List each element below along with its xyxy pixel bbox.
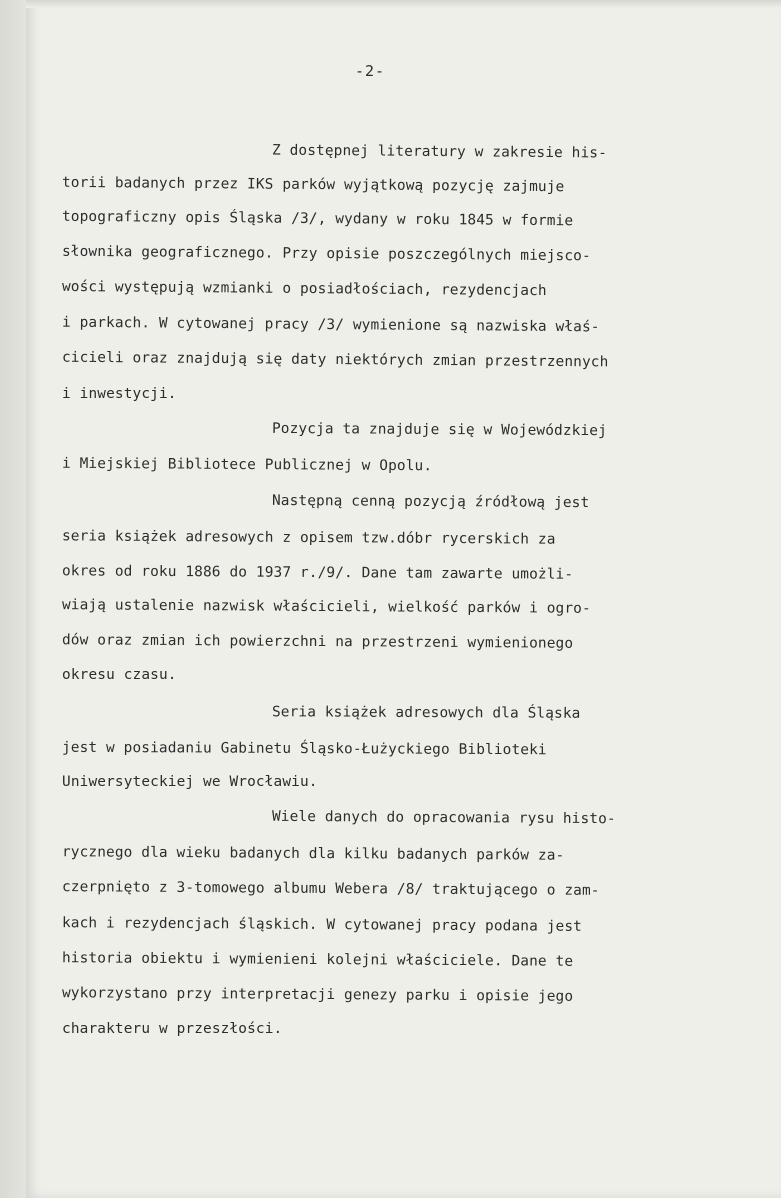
text-line: seria książek adresowych z opisem tzw.dóbr rycerskich za — [61, 528, 556, 548]
text-line: wykorzystano przy interpretacji genezy parku i opisie jego — [61, 985, 574, 1005]
text-line: jest w posiadaniu Gabinetu Śląsko-Łużyckiego Biblioteki — [61, 739, 547, 759]
text-line: charakteru w przeszłości. — [62, 1021, 283, 1037]
text-line: Z dostępnej literatury w zakresie his- — [271, 142, 608, 162]
text-line: słownika geograficznego. Przy opisie poszczególnych miejsco- — [61, 243, 591, 265]
text-line: topograficzny opis Śląska /3/, wydany w roku 1845 w formie — [61, 208, 574, 230]
text-line: i Miejskiej Bibliotece Publicznej w Opolu. — [61, 455, 433, 475]
text-line: czerpnięto z 3-tomowego albumu Webera /8/ traktującego o zam- — [61, 879, 600, 899]
text-line: rycznego dla wieku badanych dla kilku badanych parków za- — [61, 844, 565, 864]
text-line: torii badanych przez IKS parków wyjątkową pozycję zajmuje — [61, 174, 565, 196]
text-line: Następną cenną pozycją źródłową jest — [271, 492, 590, 512]
page-number: -2- — [355, 62, 386, 80]
text-line: wości występują wzmianki o posiadłościach, rezydencjach — [61, 278, 547, 300]
text-line: i inwestycji. — [62, 386, 177, 402]
text-line: kach i rezydencjach śląskich. W cytowanej pracy podana jest — [61, 915, 583, 935]
text-line: historia obiektu i wymienieni kolejni właściciele. Dane te — [61, 950, 574, 970]
text-line: Seria książek adresowych dla Śląska — [271, 704, 581, 722]
text-line: Uniwersyteckiej we Wrocławiu. — [62, 774, 318, 790]
text-line: wiają ustalenie nazwisk właścicieli, wielkość parków i ogro- — [61, 597, 591, 617]
page-top-edge — [26, 0, 781, 8]
text-line: okresu czasu. — [62, 667, 177, 683]
text-line: Wiele danych do opracowania rysu histo- — [271, 808, 616, 828]
text-line: Pozycja ta znajduje się w Wojewódzkiej — [271, 420, 607, 440]
text-line: cicieli oraz znajdują się daty niektórych zmian przestrzennych — [61, 349, 609, 371]
text-line: i parkach. W cytowanej pracy /3/ wymienione są nazwiska właś- — [61, 314, 600, 336]
page-binding-edge — [0, 0, 26, 1198]
text-line: dów oraz zmian ich powierzchni na przestrzeni wymienionego — [61, 632, 574, 652]
text-line: okres od roku 1886 do 1937 r./9/. Dane tam zawarte umożli- — [61, 563, 574, 583]
